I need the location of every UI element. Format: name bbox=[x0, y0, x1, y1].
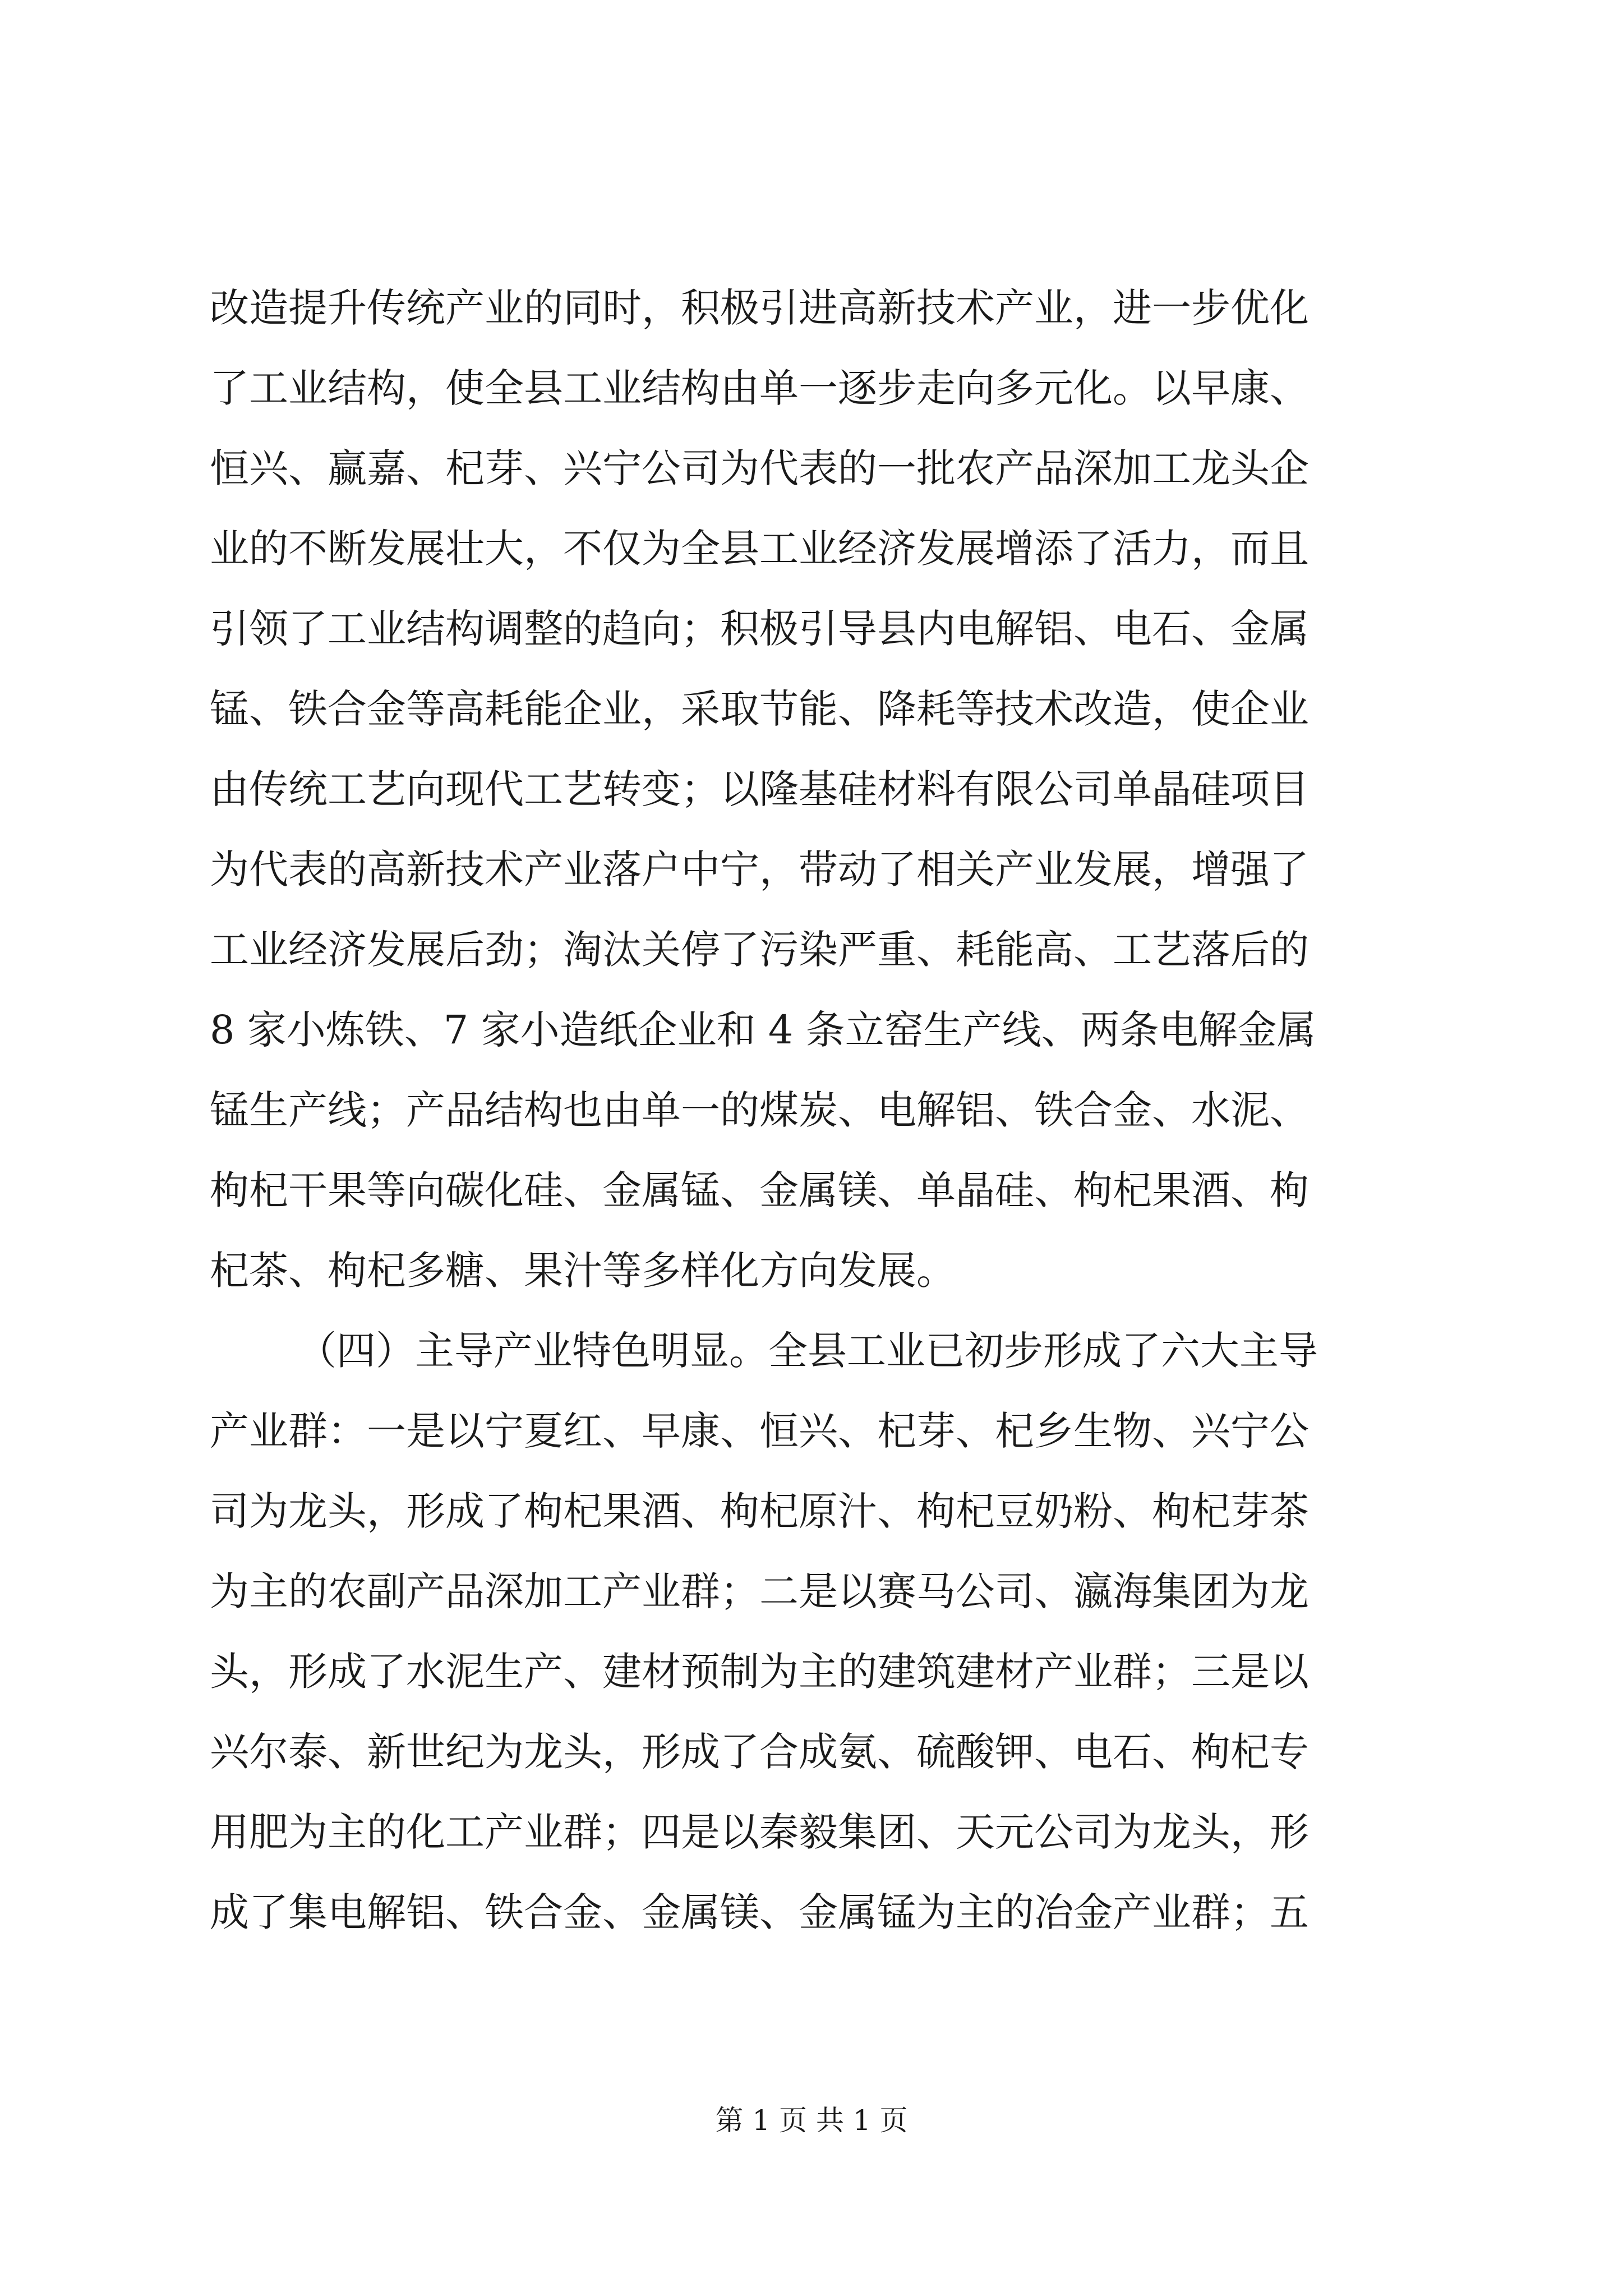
page-footer bbox=[0, 2101, 1623, 2140]
text-line: 工业经济发展后劲；淘汰关停了污染严重、耗能高、工艺落后的 bbox=[210, 927, 1309, 973]
text-line: 成了集电解铝、铁合金、金属镁、金属锰为主的冶金产业群；五 bbox=[210, 1889, 1309, 1935]
text-line: 兴尔泰、新世纪为龙头，形成了合成氨、硫酸钾、电石、枸杞专 bbox=[210, 1729, 1309, 1775]
text-line: 用肥为主的化工产业群；四是以秦毅集团、天元公司为龙头，形 bbox=[210, 1809, 1309, 1855]
text-line: 了工业结构，使全县工业结构由单一逐步走向多元化。以早康、 bbox=[210, 365, 1309, 411]
body-text bbox=[210, 268, 1432, 1953]
text-line: 改造提升传统产业的同时，积极引进高新技术产业，进一步优化 bbox=[210, 285, 1309, 331]
text-line: 产业群：一是以宁夏红、早康、恒兴、杞芽、杞乡生物、兴宁公 bbox=[210, 1408, 1309, 1454]
text-line: 司为龙头，形成了枸杞果酒、枸杞原汁、枸杞豆奶粉、枸杞芽茶 bbox=[210, 1488, 1309, 1534]
text-line: 8 家小炼铁、7 家小造纸企业和 4 条立窑生产线、两条电解金属 bbox=[210, 1007, 1316, 1053]
page-number-label: 第 1 页 共 1 页 bbox=[715, 2104, 908, 2137]
section-heading-line: （四）主导产业特色明显。全县工业已初步形成了六大主导 bbox=[297, 1328, 1318, 1374]
text-line: 为代表的高新技术产业落户中宁，带动了相关产业发展，增强了 bbox=[210, 846, 1309, 892]
text-line: 枸杞干果等向碳化硅、金属锰、金属镁、单晶硅、枸杞果酒、枸 bbox=[210, 1167, 1309, 1213]
text-line: 由传统工艺向现代工艺转变；以隆基硅材料有限公司单晶硅项目 bbox=[210, 766, 1309, 812]
text-line: 头，形成了水泥生产、建材预制为主的建筑建材产业群；三是以 bbox=[210, 1649, 1309, 1695]
text-line: 锰生产线；产品结构也由单一的煤炭、电解铝、铁合金、水泥、 bbox=[210, 1087, 1309, 1133]
text-line: 业的不断发展壮大，不仅为全县工业经济发展增添了活力，而且 bbox=[210, 526, 1309, 572]
text-line: 恒兴、赢嘉、杞芽、兴宁公司为代表的一批农产品深加工龙头企 bbox=[210, 445, 1309, 491]
text-line: 杞茶、枸杞多糖、果汁等多样化方向发展。 bbox=[210, 1248, 956, 1294]
text-line: 引领了工业结构调整的趋向；积极引导县内电解铝、电石、金属 bbox=[210, 606, 1309, 652]
text-line: 为主的农副产品深加工产业群；二是以赛马公司、瀛海集团为龙 bbox=[210, 1568, 1309, 1614]
text-line: 锰、铁合金等高耗能企业，采取节能、降耗等技术改造，使企业 bbox=[210, 686, 1309, 732]
